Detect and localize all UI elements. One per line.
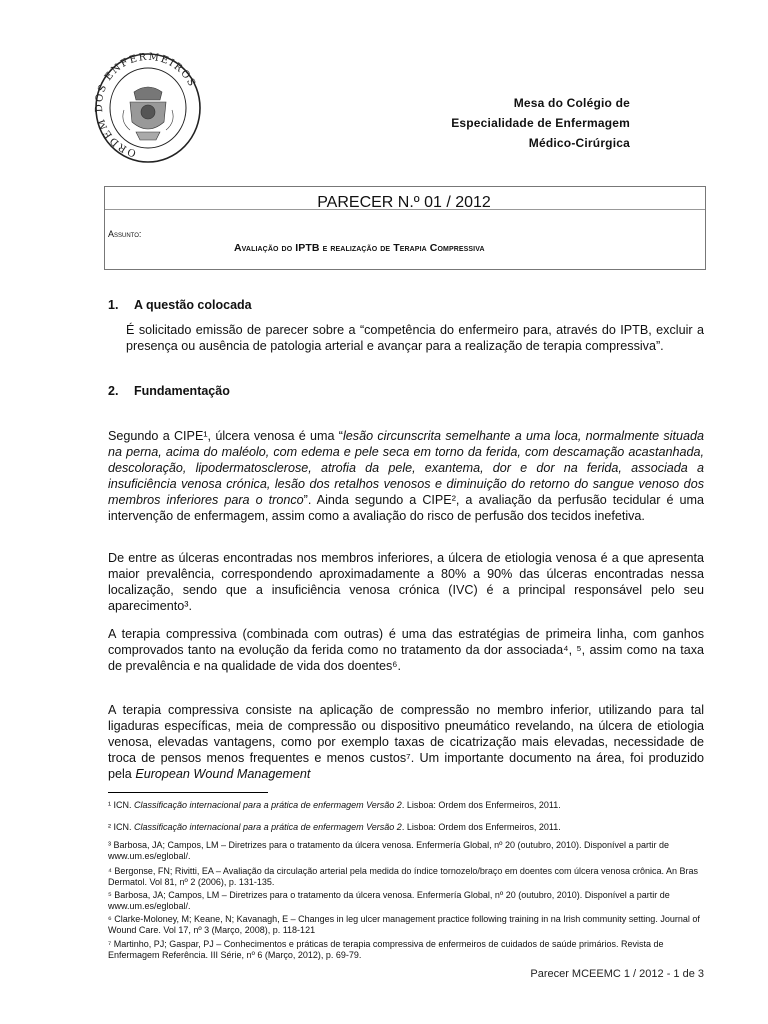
footnote-2: ² ICN. Classificação internacional para a prática de enfermagem Versão 2. Lisboa: Ordem dos Enfermeiros, 2011.: [108, 822, 561, 832]
paragraph-compressive-therapy: A terapia compressiva (combinada com outras) é uma das estratégias de primeira linha, com ganhos comprovados tanto na evolução da ferida como no tratamento da dor associada⁴, ⁵, assim como na taxa de prevalência e na qualidade de vida dos doentes⁶.: [108, 627, 704, 673]
section-2-number: 2.: [108, 384, 119, 398]
footnote-separator: [108, 792, 268, 793]
footnote-3: ³ Barbosa, JA; Campos, LM – Diretrizes para o tratamento da úlcera venosa. Enfermería Global, nº 20 (outubro, 2010). Disponível a partir de www.um.es/eglobal/.: [108, 840, 670, 861]
seal-ring-text: ORDEM DOS ENFERMEIROS: [94, 52, 198, 159]
footnote-7: ⁷ Martinho, PJ; Gaspar, PJ – Conhecimentos e práticas de terapia compressiva de enfermeiros de cuidados de saúde primários. Revista de Enfermagem Referência. III Série, nº 6 (Março, 2012), p. 69-79.: [108, 939, 664, 960]
section-1-title: A questão colocada: [134, 298, 252, 312]
section-2-heading: [108, 384, 230, 398]
section-1-heading: [108, 298, 252, 312]
document-title: PARECER N.º 01 / 2012: [317, 194, 491, 211]
header-line-3: Médico-Cirúrgica: [528, 136, 630, 150]
subject-label: Assunto:: [108, 229, 142, 239]
section-1-body: É solicitado emissão de parecer sobre a “competência do enfermeiro para, através do IPTB, excluir a presença ou ausência de patologia arterial e avançar para a realização de terapia compressiva”.: [126, 323, 704, 353]
footnote-1: ¹ ICN. Classificação internacional para a prática de enfermagem Versão 2. Lisboa: Ordem dos Enfermeiros, 2011.: [108, 800, 561, 810]
ordem-enfermeiros-seal: [94, 52, 202, 164]
paragraph-compression-application: A terapia compressiva consiste na aplicação de compressão no membro inferior, utilizando para tal ligaduras específicas, meia de compressão ou dispositivo pneumático revelando, na úlcera de etiologia venosa, elevadas vantagens, como por exemplo taxas de cicatrização mais elevadas, necessidade de troca de pensos menos frequentes e menos custos⁷. Um importante documento na área, foi produzido pela European Wound Management: [108, 703, 704, 781]
subject-text: Avaliação do IPTB e realização de Terapia Compressiva: [234, 242, 485, 254]
footnote-5: ⁵ Barbosa, JA; Campos, LM – Diretrizes para o tratamento da úlcera venosa. Enfermería Global, nº 20 (outubro, 2010). Disponível a partir de www.um.es/eglobal/.: [108, 890, 670, 911]
page-footer: Parecer MCEEMC 1 / 2012 - 1 de 3: [530, 968, 704, 980]
header-line-2: Especialidade de Enfermagem: [451, 116, 630, 130]
footnote-4: ⁴ Bergonse, FN; Rivitti, EA – Avaliação da circulação arterial pela medida do índice tornozelo/braço em doentes com úlcera venosa crônica. An Bras Dermatol. Vol 81, nº 2 (2006), p. 131-135.: [108, 866, 699, 887]
footnote-6: ⁶ Clarke-Moloney, M; Keane, N; Kavanagh, E – Changes in leg ulcer management practice following training in na Irish community setting. Journal of Wound Care. Vol 17, nº 3 (Março, 2008), p. 118-121: [108, 914, 700, 935]
section-2-title: Fundamentação: [134, 384, 230, 398]
paragraph-prevalence: De entre as úlceras encontradas nos membros inferiores, a úlcera de etiologia venosa é a que apresenta maior prevalência, correspondendo aproximadamente a 80% a 90% das úlceras encontradas nessa localização, sendo que a insuficiência venosa crónica (IVC) é a principal responsável pelo seu aparecimento³.: [108, 551, 704, 613]
paragraph-cipe: Segundo a CIPE¹, úlcera venosa é uma “lesão circunscrita semelhante a uma loca, normalmente situada na perna, acima do maléolo, com edema e pele seca em torno da ferida, com descamação acastanhada, descoloração, lipodermatosclerose, atrofia da pele, exantema, dor e dor na ferida, associada a insuficiência venosa crónica, lesão dos retalhos venosos e diminuição do retorno do sangue venoso dos membros inferiores para o tronco”. Ainda segundo a CIPE², a avaliação da perfusão tecidular é uma intervenção de enfermagem, assim como a avaliação do risco de perfusão dos tecidos inefetiva.: [108, 429, 704, 523]
section-1-number: 1.: [108, 298, 119, 312]
header-line-1: Mesa do Colégio de: [513, 96, 630, 110]
